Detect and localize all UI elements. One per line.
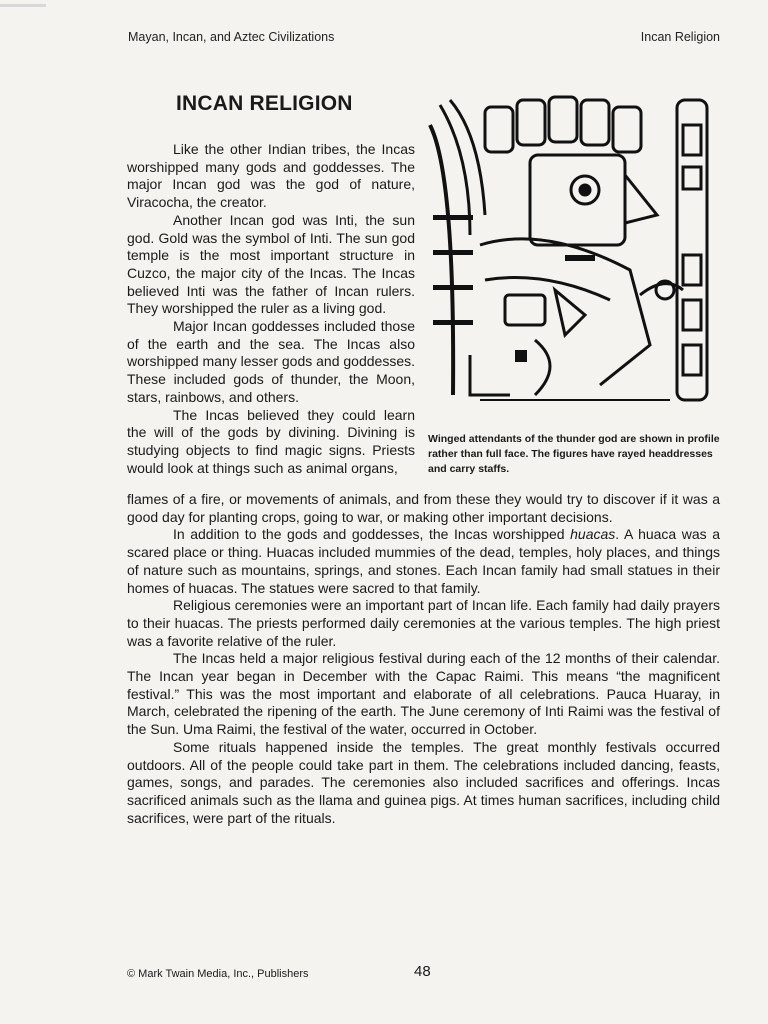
- text-run: In addition to the gods and goddesses, the Incas worshipped: [173, 526, 571, 543]
- thunder-god-attendant-illustration: [425, 95, 718, 408]
- italic-term: huacas: [570, 526, 616, 543]
- paragraph: Like the other Indian tribes, the Incas worshipped many gods and goddesses. The major Incan god was the god of nature, Viracocha, the creator.: [127, 141, 415, 211]
- figure-caption: Winged attendants of the thunder god are shown in profile rather than full face. The figures have rayed headdresses and carry staffs.: [428, 433, 720, 475]
- paragraph: Major Incan goddesses included those of the earth and the sea. The Incas also worshipped many lesser gods and goddesses. These included gods of thunder, the Moon, stars, rainbows, and others.: [127, 318, 415, 405]
- text-run: . A huaca was a scared place or thing. Huacas included mummies of the dead, temples, holy places, and things of nature such as mountains, springs, and stones. Each Incan family had small statues in their homes of huacas. The statues were sacred to that family.: [127, 526, 720, 596]
- running-header-book-title: Mayan, Incan, and Aztec Civilizations: [128, 30, 335, 44]
- paragraph: Religious ceremonies were an important part of Incan life. Each family had daily prayers to their huacas. The priests performed daily ceremonies at the various temples. The high priest was a favorite relative of the ruler.: [127, 597, 720, 649]
- footer-publisher: © Mark Twain Media, Inc., Publishers: [127, 968, 309, 980]
- paragraph: The Incas believed they could learn the will of the gods by divining. Divining is studying objects to find magic signs. Priests would look at things such as animal organs,: [127, 406, 415, 476]
- column-text: [127, 141, 415, 477]
- paragraph-huacas: [127, 526, 720, 597]
- paragraph-continuation: flames of a fire, or movements of animals, and from these they would try to discover if it was a good day for planting crops, going to war, or making other important decisions.: [127, 491, 720, 525]
- body-text: [127, 491, 720, 827]
- running-header-section: Incan Religion: [640, 30, 720, 44]
- page-title: INCAN RELIGION: [176, 92, 353, 115]
- paragraph: Some rituals happened inside the temples. The great monthly festivals occurred outdoors. All of the people could take part in them. The celebrations included dancing, feasts, games, songs, and parades. The ceremonies also included sacrifices and offerings. Incas sacrificed animals such as the llama and guinea pigs. At times human sacrifices, including child sacrifices, were part of the rituals.: [127, 738, 720, 826]
- paragraph: The Incas held a major religious festival during each of the 12 months of their calendar. The Incan year began in December with the Capac Raimi. This means “the magnificent festival.” This was the most important and elaborate of all celebrations. Pauca Huaray, in March, celebrated the ripening of the earth. The June ceremony of Inti Raimi was the festival of the Sun. Uma Raimi, the festival of the water, occurred in October.: [127, 650, 720, 738]
- paragraph: Another Incan god was Inti, the sun god. Gold was the symbol of Inti. The sun god temple is the most important structure in Cuzco, the major city of the Incas. The Incas believed Inti was the father of Incan rulers. They worshipped the ruler as a living god.: [127, 211, 415, 317]
- scan-corner-mark: [0, 4, 46, 7]
- page-number: 48: [414, 963, 431, 980]
